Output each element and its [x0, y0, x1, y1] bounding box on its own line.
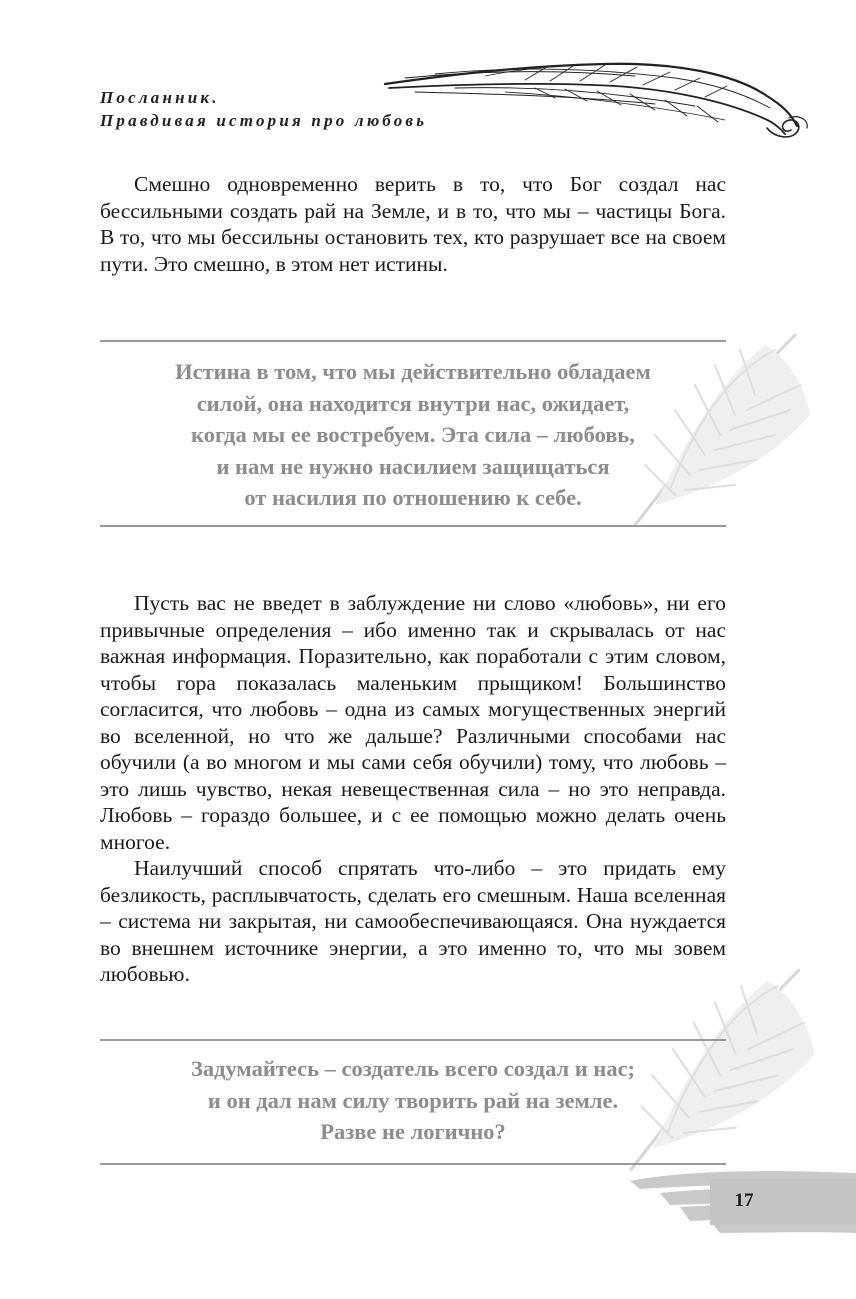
quote-divider-bottom: [100, 525, 726, 527]
paragraph-text: Наилучший способ спрятать что-либо – это придать ему безликость, расплывчатость, сделать его смешным. Наша вселенная – система ни закрытая, ни самообеспечивающаяся. Она нуждается во внешнем источнике энергии, а это именно то, что мы зовем любовью.: [100, 856, 726, 986]
quote-divider-top: [100, 1039, 726, 1041]
paragraph-text: Смешно одновременно верить в то, что Бог создал нас бессильными создать рай на Земле, и в то, что мы – частицы Бога. В то, что мы бессильны остановить тех, кто разрушает все на своем пути. Это смешно, в этом нет истины.: [100, 172, 726, 276]
quote-line: Истина в том, что мы действительно обладаем: [175, 359, 651, 384]
quote-line: и нам не нужно насилием защищаться: [216, 453, 610, 479]
pull-quote-1: [100, 356, 726, 514]
quote-line: когда мы ее востребуем. Эта сила – любовь,: [191, 422, 635, 447]
quote-line: от насилия по отношению к себе.: [244, 485, 582, 510]
quote-divider-top: [100, 340, 726, 342]
body-paragraphs-2-3: [100, 590, 726, 988]
quill-ornament-icon: [375, 48, 815, 148]
quote-line: Задумайтесь – создатель всего создал и нас;: [190, 1056, 636, 1081]
quote-line: Разве не логично?: [320, 1119, 506, 1144]
body-paragraph-1: [100, 171, 726, 277]
header-title-line2: Правдивая история про любовь: [100, 111, 428, 130]
page-number: 17: [734, 1190, 754, 1211]
quote-line: и он дал нам силу творить рай на земле.: [207, 1087, 619, 1113]
header-title-line1: Посланник.: [100, 88, 220, 107]
paragraph-text: Пусть вас не введет в заблуждение ни слово «любовь», ни его привычные определения – ибо именно так и скрывалась от нас важная информация. Поразительно, как поработали с этим словом, чтобы гора показалась маленьким прыщиком! Большинство согласится, что любовь – одна из самых могущественных энергий во вселенной, но что же дальше? Различными способами нас обучили (а во многом и мы сами себя обучили) тому, что любовь – это лишь чувство, некая невещественная сила – но это неправда. Любовь – гораздо большее, и с ее помощью можно делать очень многое.: [100, 591, 726, 854]
pull-quote-2: [100, 1053, 726, 1148]
quote-line: силой, она находится внутри нас, ожидает,: [196, 390, 630, 416]
